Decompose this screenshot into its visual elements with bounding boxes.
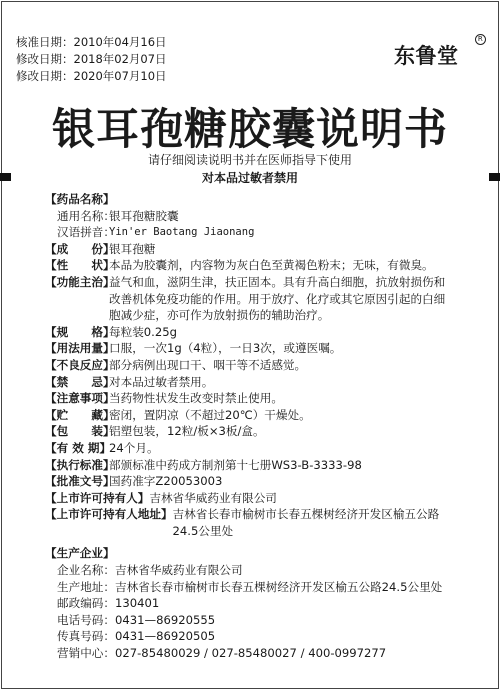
dosage-row: 【用法用量】 口服，一次1g（4粒），一日3次，或遵医嘱。 [45, 341, 342, 356]
approval-date: 核准日期：2010年04月16日 [16, 35, 167, 49]
adverse-row: 【不良反应】 部分病例出现口干、咽干等不适感觉。 [45, 357, 307, 372]
postal-code-row: 邮政编码： 130401 [57, 596, 160, 611]
validity-row: 【有 效 期】 24个月。 [45, 440, 159, 455]
sales-center-row: 营销中心： 027-85480029 / 027-85480027 / 400-0997277 [57, 646, 387, 661]
spec-row: 【规 格】 每粒装0.25g [45, 324, 177, 339]
brand-logo: 东鲁堂 R [394, 40, 459, 70]
revision-date-1: 修改日期：2018年02月07日 [16, 52, 167, 66]
pinyin-row: 汉语拼音： Yin'er Baotang Jiaonang [57, 225, 255, 240]
registered-mark-icon: R [475, 34, 486, 45]
allergy-warning: 对本品过敏者禁用 [201, 171, 298, 185]
manufacturer-info [45, 562, 449, 662]
maker-address-row: 生产地址： 吉林省长春市榆树市长春五棵树经济开发区榆五公路24.5公里处 [57, 579, 443, 594]
usage-instruction: 请仔细阅读说明书并在医师指导下使用 [147, 153, 352, 167]
leaflet-body [45, 191, 449, 662]
revision-date-2: 修改日期：2020年07月10日 [16, 69, 167, 83]
contraindication-row: 【禁 忌】 对本品过敏者禁用。 [45, 374, 214, 389]
properties-row: 【性 状】 本品为胶囊剂，内容物为灰白色至黄褐色粉末；无味，有微臭。 [45, 258, 434, 273]
revision-dates [16, 34, 167, 85]
phone-row: 电话号码： 0431—86920555 [57, 612, 216, 627]
ingredients-row: 【成 份】 银耳孢糖 [45, 241, 156, 256]
maker-name-row: 企业名称： 吉林省华威药业有限公司 [57, 563, 243, 578]
page-title: 银耳孢糖胶囊说明书 [52, 105, 448, 155]
caution-row: 【注意事项】 当药物性状发生改变时禁止使用。 [45, 391, 283, 406]
standard-row: 【执行标准】 部颁标准中药成方制剂第十七册WS3-B-3333-98 [45, 457, 362, 472]
holder-address-row: 【上市许可持有人地址】 吉林省长春市榆树市长春五棵树经济开发区榆五公路24.5公里处 [45, 507, 440, 538]
drug-name-header: 【药品名称】 [45, 192, 115, 206]
fax-row: 传真号码： 0431—86920505 [57, 629, 216, 644]
holder-row: 【上市许可持有人】 吉林省华威药业有限公司 [45, 490, 277, 505]
manufacturer-header: 【生产企业】 [45, 546, 115, 561]
approval-number-row: 【批准文号】 国药准字Z20053003 [45, 474, 223, 489]
common-name-row: 通用名称： 银耳孢糖胶囊 [57, 208, 179, 223]
indications-row: 【功能主治】 益气和血，滋阴生津，扶正固本。具有升高白细胞，抗放射损伤和改善机体免疫功能的作用。用于放疗、化疗或其它原因引起的白细胞减少症，亦可作为放射损伤的辅助治疗。 [45, 274, 446, 323]
storage-row: 【贮 藏】 密闭，置阴凉（不超过20℃）干燥处。 [45, 407, 311, 422]
package-row: 【包 装】 铝塑包装，12粒/板×3板/盒。 [45, 424, 265, 439]
